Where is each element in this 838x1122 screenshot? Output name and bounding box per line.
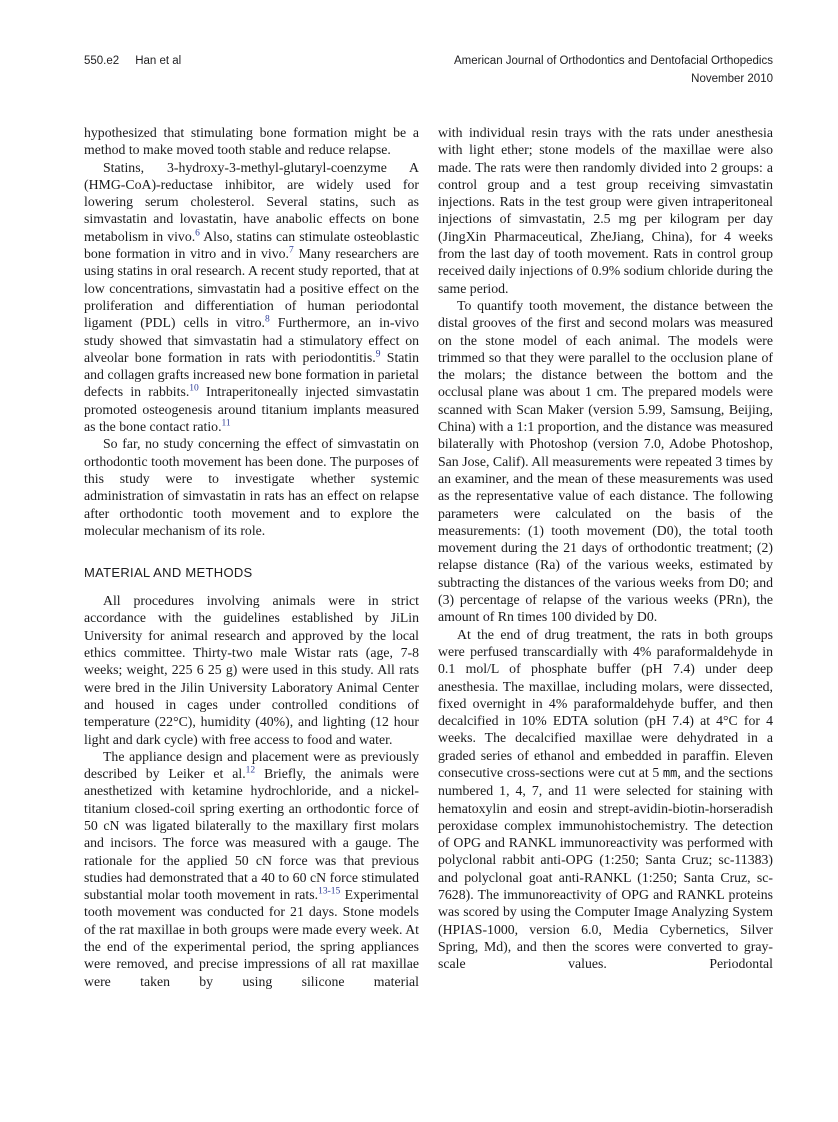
issue-date: November 2010 — [691, 73, 773, 85]
citation-link[interactable]: 7 — [289, 245, 294, 256]
paragraph: So far, no study concerning the effect of simvastatin on orthodontic tooth movement has been done. The purposes of this study were to investigate whether systemic administration of simvastatin in rats has an effect on relapse after orthodontic tooth movement and to explore the molecular mechanism of its role. — [84, 436, 419, 538]
paragraph: hypothesized that stimulating bone formation might be a method to make moved tooth stable and reduce relapse. — [84, 125, 419, 158]
citation-link[interactable]: 6 — [195, 228, 200, 239]
running-authors: Han et al — [135, 55, 182, 67]
page-header — [84, 52, 773, 88]
citation-link[interactable]: 12 — [245, 765, 256, 776]
citation-link[interactable]: 13-15 — [318, 886, 341, 897]
unit-glyph: mm — [662, 765, 678, 780]
two-column-body — [84, 124, 773, 990]
running-head-left — [84, 52, 181, 70]
paragraph: with individual resin trays with the rats under anesthesia with light ether; stone models of the maxillae were also made. The rats were then randomly divided into 2 groups: a control group and a test group receiving simvastatin injections. Rats in the test group were given intraperitoneal injections of simvastatin, 2.5 mg per kilogram per day (JingXin Pharmaceutical, ZheJiang, China), for 4 weeks from the last day of tooth movement. Rats in control group received daily injections of 0.9% sodium chloride during the same period. — [438, 125, 773, 296]
citation-link[interactable]: 10 — [189, 383, 199, 394]
journal-title: American Journal of Orthodontics and Dentofacial Orthopedics — [454, 55, 773, 67]
right-column — [438, 124, 773, 990]
paragraph: All procedures involving animals were in strict accordance with the guidelines established by JiLin University for animal research and approved by the local ethics committee. Thirty-two male Wistar rats (age, 7-8 weeks; weight, 225 6 25 g) were used in this study. All rats were bred in the Jilin University Laboratory Animal Center and housed in cages under controlled conditions of temperature (22°C), humidity (40%), and lighting (12 hour light and dark cycle) with free access to food and water. — [84, 593, 419, 747]
paragraph: Statins, 3-hydroxy-3-methyl-glutaryl-coenzyme A (HMG-CoA)-reductase inhibitor, are widely used for lowering serum cholesterol. Several statins, such as simvastatin and lovastatin, have anabolic effects on bone metabolism in vivo.$^6$ Also, statins can stimulate osteoblastic bone formation in vitro and in vivo.$^7$ Many researchers are using statins in oral research. A recent study reported, that at low concentrations, simvastatin had a positive effect on the proliferation and differentiation of human periodontal ligament (PDL) cells in vitro.$^8$ Furthermore, an in-vivo study showed that simvastatin had a stimulatory effect on alveolar bone formation in rats with periodontitis.$^9$ Statin and collagen grafts increased new bone formation in parietal defects in rabbits.$^{10}$ Intraperitoneally injected simvastatin promoted osteogenesis around titanium implants measured as the bone contact ratio.$^{11}$ — [84, 159, 420, 435]
section-heading: MATERIAL AND METHODS — [84, 565, 253, 581]
paragraph: The appliance design and placement were as previously described by Leiker et al.$^{12}$ Briefly, the animals were anesthetized with ketamine hydrochloride, and a nickel-titanium closed-coil spring exerting an orthodontic force of 50 cN was ligated bilaterally to the maxillary first molars and incisors. The force was measured with a gauge. The rationale for the applied 50 cN force was that previous studies had demonstrated that a 40 to 60 cN force stimulated substantial molar tooth movement in rats.$^{13-15}$ Experimental tooth movement was conducted for 21 days. Stone models of the rat maxillae in both groups were made every week. At the end of the experimental period, the spring appliances were removed, and precise impressions of all rat maxillae were taken by using silicone material — [84, 748, 419, 989]
left-column — [84, 124, 419, 990]
paragraph: At the end of drug treatment, the rats in both groups were perfused transcardially with 4% paraformaldehyde in 0.1 mol/L of phosphate buffer (pH 7.4) under deep anesthesia. The maxillae, including molars, were dissected, fixed overnight in 4% paraformaldehyde buffer, and then decalcified in 10% EDTA solution (pH 7.4) at 4°C for 4 weeks. The decalcified maxillae were dehydrated in a graded series of ethanol and embedded in paraffin. Eleven consecutive cross-sections were cut at 5 mm, and the sections numbered 1, 4, 7, and 11 were selected for staining with hematoxylin and eosin and strept-avidin-biotin-horseradish peroxidase complex immunohistochemistry. The detection of OPG and RANKL immunoreactivity was performed with polyclonal rabbit anti-OPG (1:250; Santa Cruz; sc-11383) and polyclonal goat anti-RANKL (1:250; Santa Cruz, sc-7628). The immunoreactivity of OPG and RANKL proteins was scored by using the Computer Image Analyzing System (HPIAS-1000, version 6.0, Media Cybernetics, Silver Spring, Md), and then the scores were converted to gray-scale values. Periodontal — [438, 626, 773, 972]
citation-link[interactable]: 8 — [265, 314, 270, 325]
citation-link[interactable]: 9 — [375, 349, 381, 360]
citation-link[interactable]: 11 — [221, 418, 231, 429]
page-number: 550.e2 — [84, 55, 120, 67]
paragraph: To quantify tooth movement, the distance between the distal grooves of the first and second molars was measured on the stone model of each animal. The models were trimmed so that they were parallel to the occlusion plane of the molars; the distance between the bottom and the occlusal plane was about 1 cm. The prepared models were scanned with Scan Maker (version 5.99, Samsung, Beijing, China) with a 1:1 proportion, and the distance was measured bilaterally with Photoshop (version 7.0, Adobe Photoshop, San Jose, Calif). All measurements were repeated 3 times by an examiner, and the mean of these measurements was used as the representative value of each distance. The following parameters were calculated on the basis of the measurements: (1) tooth movement (D0), the total tooth movement during the 21 days of orthodontic treatment; (2) relapse distance (Ra) of the various weeks, estimated by subtracting the distances of the various weeks from D0; and (3) percentage of relapse of the various weeks (PRn), the amount of Rn times 100 divided by D0. — [438, 297, 773, 625]
running-head-right — [454, 52, 773, 88]
